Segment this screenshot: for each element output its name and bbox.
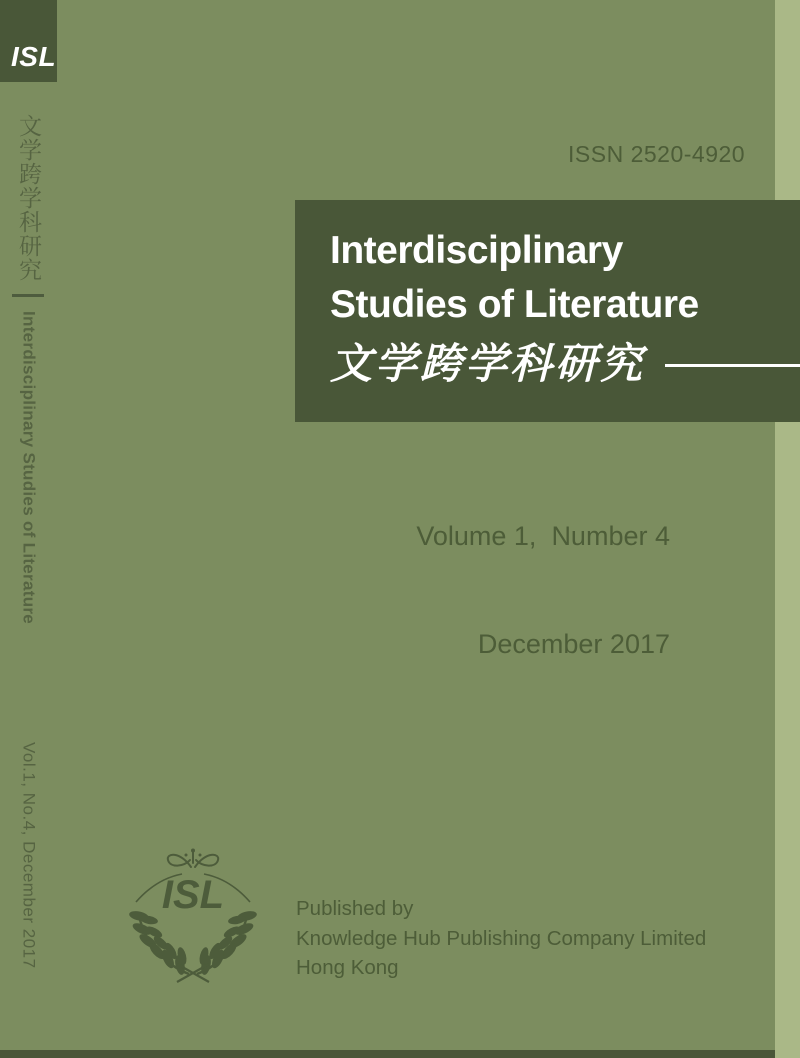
corner-logo-text: ISL bbox=[11, 41, 57, 72]
right-edge-strip bbox=[775, 0, 800, 1058]
journal-title-chinese-row bbox=[330, 344, 800, 386]
isl-laurel-logo-icon bbox=[126, 846, 260, 994]
publisher-line3: Hong Kong bbox=[296, 956, 399, 979]
spine-divider-dash bbox=[12, 294, 44, 297]
spine-issue-info: Vol.1, No.4, December 2017 bbox=[19, 742, 39, 969]
journal-title-line1: Interdisciplinary bbox=[330, 229, 623, 272]
logo-isl-text: ISL bbox=[161, 873, 225, 917]
journal-title-line2: Studies of Literature bbox=[330, 283, 699, 326]
bottom-edge-band bbox=[0, 1050, 775, 1058]
volume-number-line: Volume 1, Number 4 bbox=[416, 521, 670, 551]
spine-title-chinese: 文学跨学科研究 bbox=[16, 114, 41, 282]
title-panel bbox=[295, 200, 800, 422]
spine-sidebar bbox=[0, 0, 57, 1058]
spine-title-english: Interdisciplinary Studies of Literature bbox=[19, 311, 39, 625]
publisher-block bbox=[296, 894, 706, 983]
corner-logo-block bbox=[0, 0, 57, 82]
publisher-line1: Published by bbox=[296, 897, 414, 920]
journal-title-chinese: 文学跨学科研究 bbox=[330, 342, 646, 388]
logo-flourish-icon bbox=[168, 852, 218, 867]
issue-date-line: December 2017 bbox=[477, 629, 670, 659]
issn-number: ISSN 2520-4920 bbox=[568, 141, 746, 167]
volume-date-block bbox=[416, 446, 670, 698]
journal-title-english bbox=[330, 224, 800, 332]
publisher-line2: Knowledge Hub Publishing Company Limited bbox=[296, 926, 707, 950]
title-rule-line bbox=[665, 364, 800, 367]
